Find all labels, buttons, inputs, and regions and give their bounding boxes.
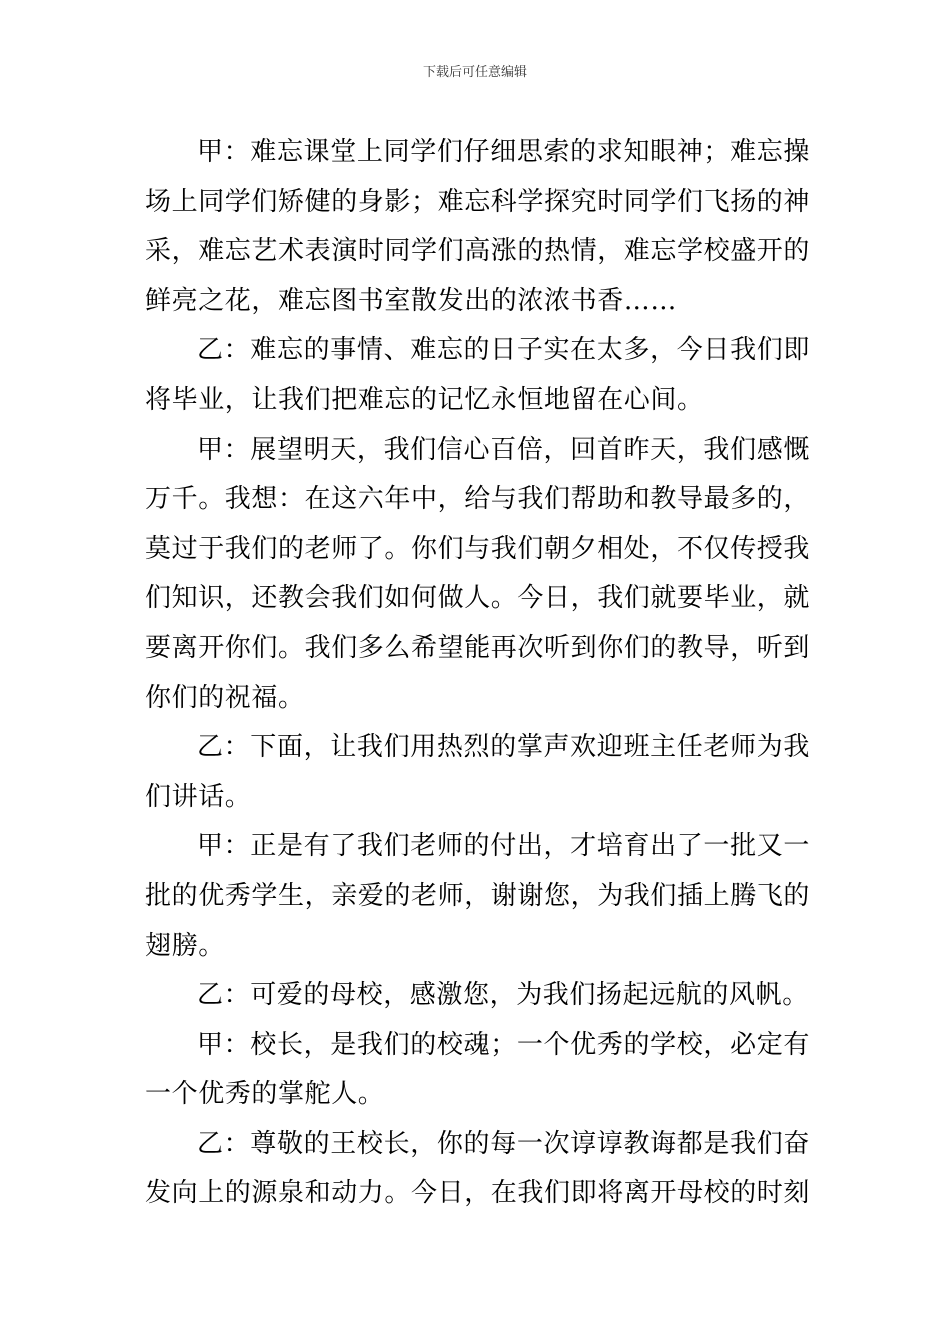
paragraph: 甲：正是有了我们老师的付出，才培育出了一批又一批的优秀学生，亲爱的老师，谢谢您，为我们插上腾飞的翅膀。: [145, 831, 811, 961]
paragraph: 乙：可爱的母校，感激您，为我们扬起远航的风帆。: [197, 980, 809, 1011]
page-header: 下载后可任意编辑: [422, 65, 527, 80]
paragraph: 甲：校长，是我们的校魂；一个优秀的学校，必定有一个优秀的掌舵人。: [145, 1029, 810, 1110]
document-body: [145, 128, 810, 1219]
paragraph: 乙：难忘的事情、难忘的日子实在太多，今日我们即将毕业，让我们把难忘的记忆永恒地留在心间。: [145, 335, 810, 415]
paragraph: 乙：下面，让我们用热烈的掌声欢迎班主任老师为我们讲话。: [145, 732, 810, 812]
paragraph: 甲：展望明天，我们信心百倍，回首昨天，我们感慨万千。我想：在这六年中，给与我们帮助和教导最多的，莫过于我们的老师了。你们与我们朝夕相处，不仅传授我们知识，还教会我们如何做人。今日，我们就要毕业，就要离开你们。我们多么希望能再次听到你们的教导，听到你们的祝福。: [145, 434, 811, 713]
paragraph: 甲：难忘课堂上同学们仔细思索的求知眼神；难忘操场上同学们矫健的身影；难忘科学探究时同学们飞扬的神采，难忘艺术表演时同学们高涨的热情，难忘学校盛开的鲜亮之花，难忘图书室散发出的浓浓书香……: [145, 137, 811, 316]
paragraph: 乙：尊敬的王校长，你的每一次谆谆教诲都是我们奋发向上的源泉和动力。今日，在我们即将离开母校的时刻: [145, 1128, 811, 1209]
